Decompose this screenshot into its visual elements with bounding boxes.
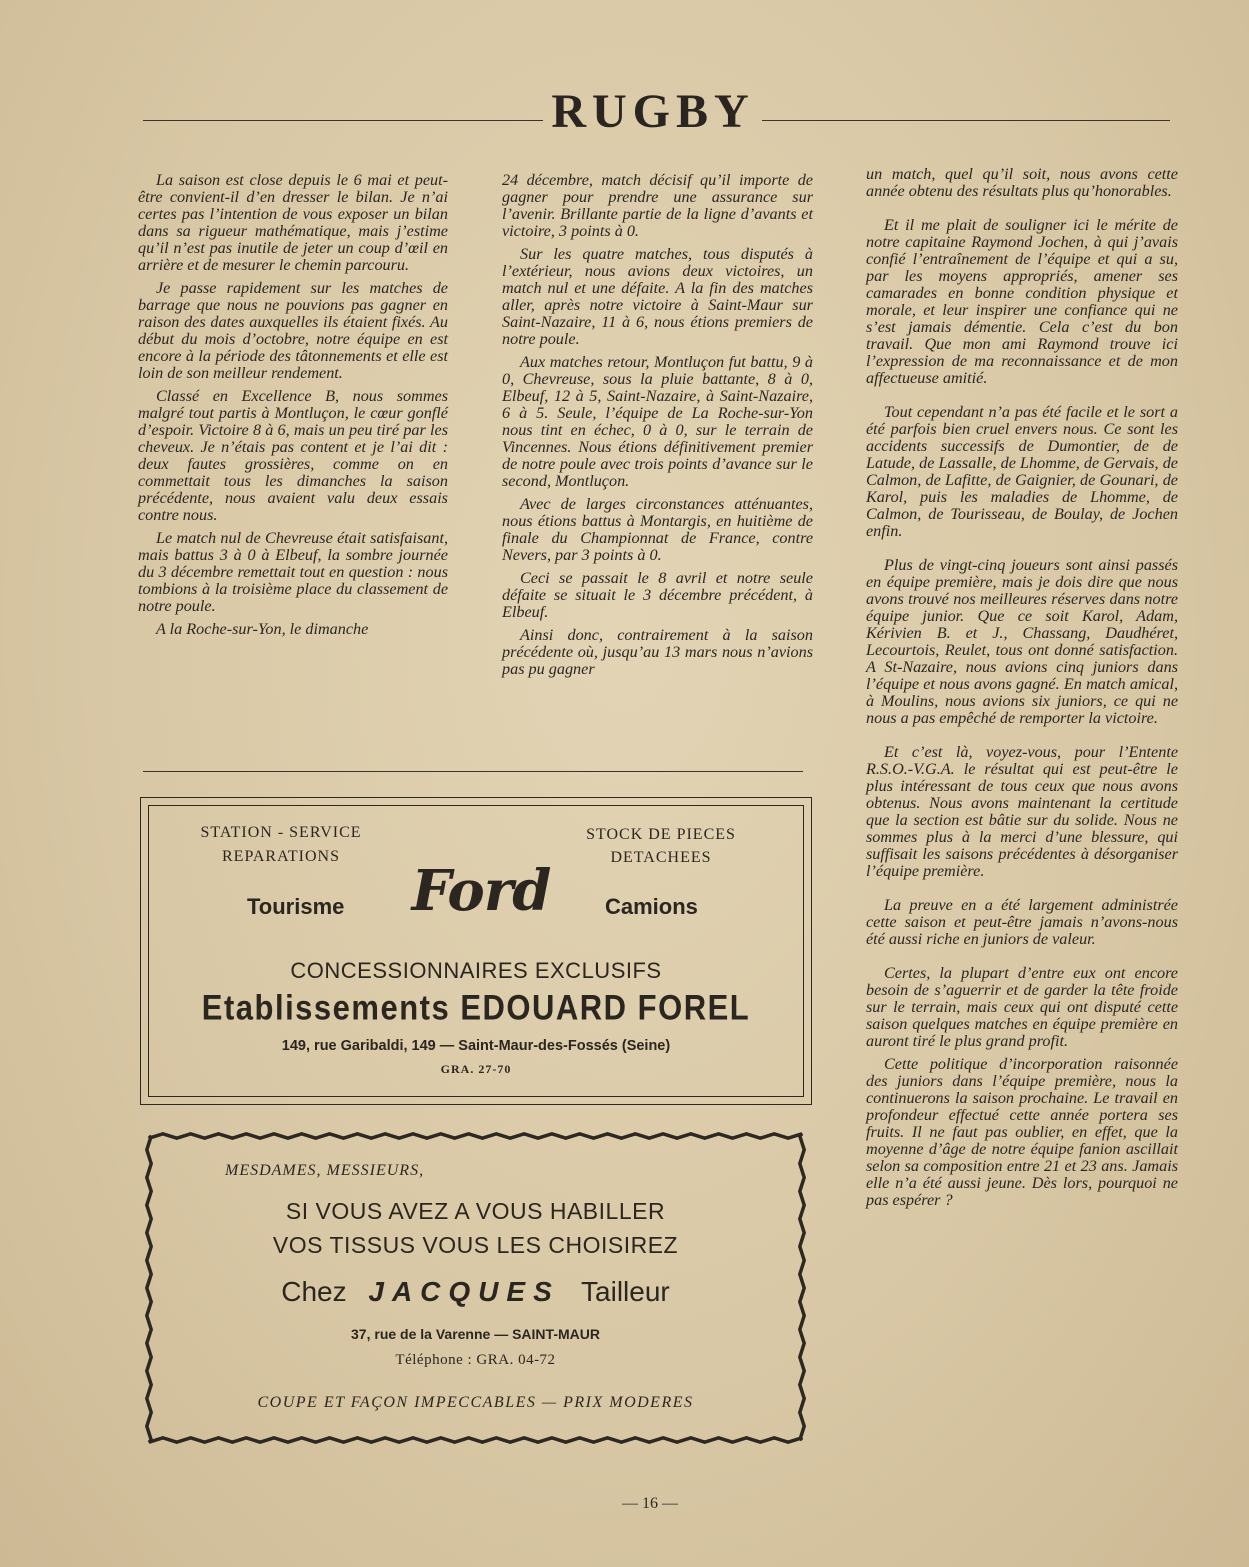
paragraph: un match, quel qu’il soit, nous avons cette année obtenu des résultats plus qu’honorables. xyxy=(866,165,1178,200)
paragraph: Avec de larges circonstances atténuantes, nous étions battus à Montargis, en huitième de finale du Championnat de France, contre Nevers, par 3 points à 0. xyxy=(502,495,813,564)
title-rule-right xyxy=(762,120,1170,121)
ad-company-name: Etablissements EDOUARD FOREL xyxy=(201,987,751,1028)
paragraph: Sur les quatre matches, tous disputés à l’extérieur, nous avions deux victoires, un match nul et une défaite. A la fin des matches aller, après notre victoire à Saint-Maur sur Saint-Nazaire, 11 à 6, nous étions premiers de notre poule. xyxy=(502,245,813,348)
paragraph: Plus de vingt-cinq joueurs sont ainsi passés en équipe première, mais je dois dire que nous avons trouvé nos meilleures réserves dans notre équipe junior. Que ce soit Karol, Adam, Kérivien B. et J., Chassang, Daudhéret, Lecourtois, Reulet, tous ont donné satisfaction. A St-Nazaire, nous avions cinq juniors dans l’équipe et nous avons gagné. En match amical, à Moulins, nous avions six juniors, ce qui ne nous a pas empêché de remporter la victoire. xyxy=(866,556,1178,727)
ford-advertisement xyxy=(140,797,812,1105)
paragraph: Et c’est là, voyez-vous, pour l’Entente R.S.O.-V.G.A. le résultat qui est peut-être le plus intéressant de tous ceux que nous avons obtenus. Nous avons maintenant la certitude que la section est bâtie sur du solide. Nous ne sommes plus à la merci d’une blessure, qui suffisait les saisons précédentes à désorganiser l’équipe première. xyxy=(866,743,1178,880)
ad-line-habiller: SI VOUS AVEZ A VOUS HABILLER xyxy=(285,1198,666,1224)
ford-logo: Ford xyxy=(411,858,551,924)
paragraph: A la Roche-sur-Yon, le dimanche xyxy=(156,620,369,638)
paragraph: La saison est close depuis le 6 mai et peut-être convient-il d’en dresser le bilan. Je n’ai certes pas l’intention de vous exposer un bilan dans sa rigueur mathématique, mais j’estime qu’il n’est pas inutile de jeter un coup d’œil en arrière et de mesurer le chemin parcouru. xyxy=(138,171,448,274)
ad-phone: Téléphone : GRA. 04-72 xyxy=(395,1352,556,1368)
paragraph: Tout cependant n’a pas été facile et le sort a été parfois bien cruel envers nous. Ce sont les accidents successifs de Dumontier, de de Latude, de Lassalle, de Lhomme, de Gervais, de Calmon, de Lafitte, de Gaignier, de Gounari, de Karol, puis les maladies de Lhomme, de Calmon, de Tourisseau, de Boulay, de Jochen enfin. xyxy=(866,403,1178,540)
ad-reparations: REPARATIONS xyxy=(222,848,340,865)
article-column-2 xyxy=(502,172,813,684)
paragraph: 24 décembre, match décisif qu’il importe de gagner pour prendre une assurance sur l’avenir. Brillante partie de la ligne d’avants et victoire, 3 points à 0. xyxy=(502,171,813,240)
ad-jacques-name: JACQUES xyxy=(368,1276,560,1307)
ad-concessionnaires: CONCESSIONNAIRES EXCLUSIFS xyxy=(290,958,662,983)
paragraph: Cette politique d’incorporation raisonnée des juniors dans l’équipe première, nous la continuerons la saison prochaine. Le travail en profondeur effectué cette année portera ses fruits. Il ne faut pas oublier, en effet, que la moyenne d’âge de notre équipe fanion ascillait selon sa composition entre 21 et 23 ans. Jamais elle n’a été aussi jeune. Dès lors, pourquoi ne pas espérer ? xyxy=(866,1055,1178,1209)
ad-chez: Chez xyxy=(281,1276,347,1307)
ad-tourisme: Tourisme xyxy=(247,894,345,919)
paragraph: Certes, la plupart d’entre eux ont encore besoin de s’aguerrir et de garder la tête froide sur le terrain, mais ceux qui ont disputé cette saison quelques matches en équipe première en auront tiré le plus grand profit. xyxy=(866,964,1178,1050)
paragraph: Classé en Excellence B, nous sommes malgré tout partis à Montluçon, le cœur gonflé d’espoir. Victoire 8 à 6, mais un peu tiré par les cheveux. Je n’étais pas content et je l’ai dit : deux fautes grossières, comme on en commettait tous les dimanches la saison précédente, nous avaient valu deux essais contre nous. xyxy=(138,387,448,524)
ad-line-tissus: VOS TISSUS VOUS LES CHOISIREZ xyxy=(272,1232,679,1258)
paragraph: Je passe rapidement sur les matches de barrage que nous ne pouvions pas gagner en raison des dates auxquelles ils étaient fixés. Au début du mois d’octobre, notre équipe en est encore à la période des tâtonnements et elle est loin de son meilleur rendement. xyxy=(138,279,448,382)
paragraph: Et il me plait de souligner ici le mérite de notre capitaine Raymond Jochen, à qui j’avais confié l’entraînement de l’équipe et qui a su, par les moyens appropriés, amener ses camarades en bonne condition physique et morale, et leur inspirer une confiance qui ne s’est jamais démentie. Cela c’est du bon travail. Que mon ami Raymond trouve ici l’expression de ma reconnaissance et de mon affectueuse amitié. xyxy=(866,216,1178,387)
page-number: — 16 — xyxy=(622,1495,678,1512)
paragraph: Ainsi donc, contrairement à la saison précédente où, jusqu’au 13 mars nous n’avions pas pu gagner xyxy=(502,626,813,678)
ad-station-service: STATION - SERVICE xyxy=(200,824,362,841)
ad-tailleur: Tailleur xyxy=(581,1276,670,1307)
page-title: RUGBY xyxy=(551,85,755,138)
ad-phone: GRA. 27-70 xyxy=(440,1062,512,1076)
article-column-3 xyxy=(866,166,1178,1215)
column-divider xyxy=(143,771,803,772)
ad-camions: Camions xyxy=(605,894,698,919)
ad-address: 149, rue Garibaldi, 149 — Saint-Maur-des-Fossés (Seine) xyxy=(281,1038,671,1054)
ad-shop-name xyxy=(143,1276,808,1308)
paragraph: Aux matches retour, Montluçon fut battu, 9 à 0, Chevreuse, sous la pluie battante, 8 à 0, Elbeuf, 12 à 5, Saint-Nazaire, à Saint-Nazaire, 6 à 5. Seule, l’équipe de La Roche-sur-Yon nous tint en échec, 0 à 0, sur le terrain de Vincennes. Nous étions définitivement premier de notre poule avec trois points d’avance sur le second, Montluçon. xyxy=(502,353,813,490)
ad-detachees: DETACHEES xyxy=(610,849,712,866)
ad-salutation: MESDAMES, MESSIEURS, xyxy=(225,1162,425,1179)
jacques-advertisement xyxy=(143,1130,808,1446)
ad-address: 37, rue de la Varenne — SAINT-MAUR xyxy=(351,1326,600,1342)
paragraph: Le match nul de Chevreuse était satisfaisant, mais battus 3 à 0 à Elbeuf, la sombre journée du 3 décembre remettait tout en question : nous tombions à la troisième place du classement de notre poule. xyxy=(138,529,448,615)
paragraph: Ceci se passait le 8 avril et notre seule défaite se situait le 3 décembre précédent, à Elbeuf. xyxy=(502,569,813,621)
ad-stock-pieces: STOCK DE PIECES xyxy=(586,826,736,843)
paragraph: La preuve en a été largement administrée cette saison et peut-être jamais n’avons-nous été aussi riche en juniors de valeur. xyxy=(866,896,1178,948)
title-rule-left xyxy=(143,120,543,121)
ad-slogan: COUPE ET FAÇON IMPECCABLES — PRIX MODERES xyxy=(257,1394,694,1411)
article-column-1 xyxy=(138,172,448,644)
